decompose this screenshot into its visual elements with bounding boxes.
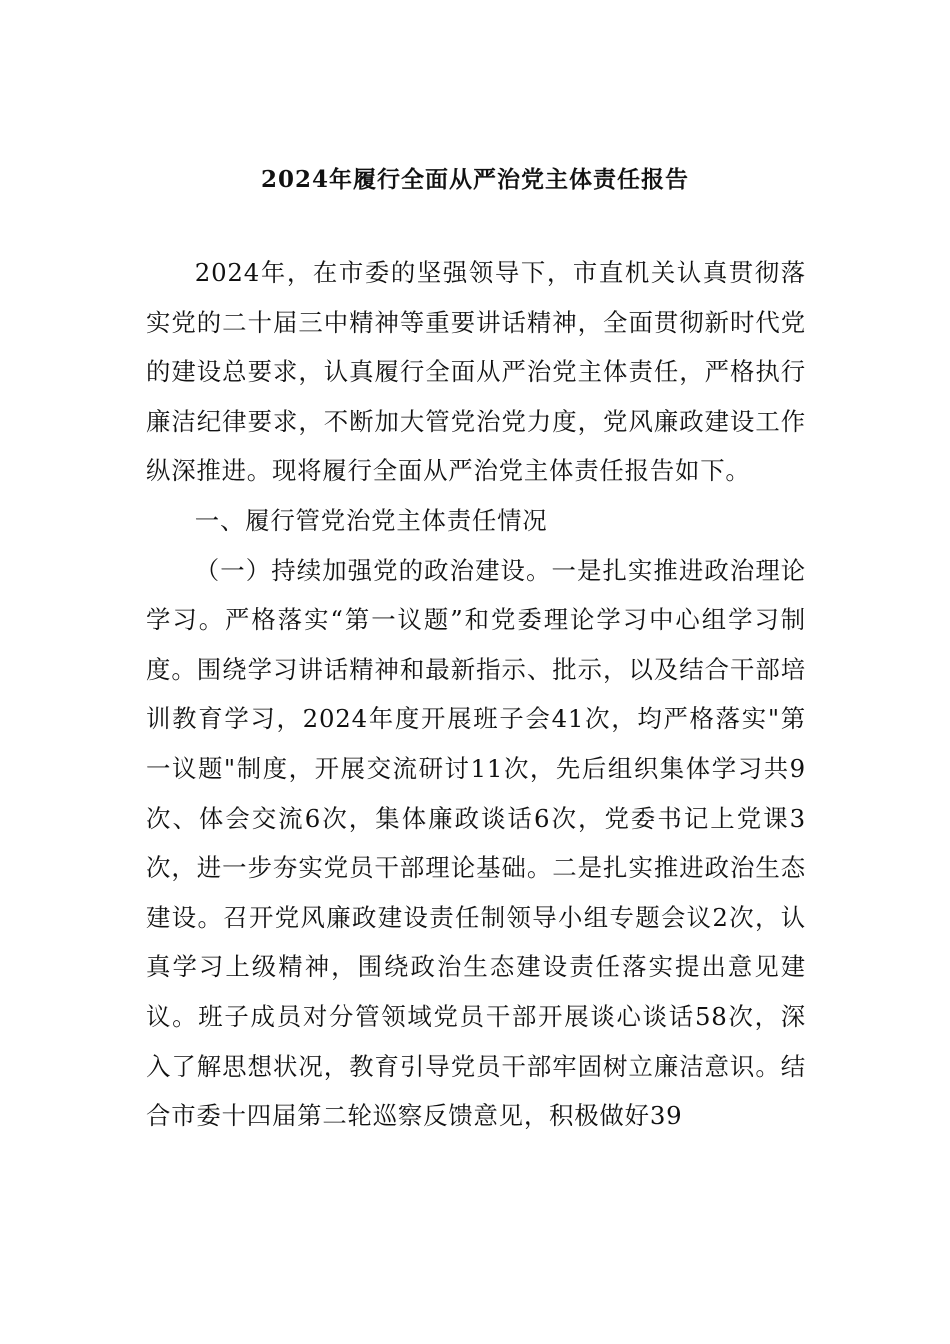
section-heading: 一、履行管党治党主体责任情况 (194, 505, 548, 535)
document-title: 2024年履行全面从严治党主体责任报告 (260, 166, 689, 193)
document-body (146, 248, 806, 1141)
body-paragraph: （一）持续加强党的政治建设。一是扎实推进政治理论学习。严格落实“第一议题”和党委理论学习中心组学习制度。围绕学习讲话精神和最新指示、批示，以及结合干部培训教育学习，2024年度开展班子会41次，均严格落实"第一议题"制度，开展交流研讨11次，先后组织集体学习共9次、体会交流6次，集体廉政谈话6次，党委书记上党课3次，进一步夯实党员干部理论基础。二是扎实推进政治生态建设。召开党风廉政建设责任制领导小组专题会议2次，认真学习上级精神，围绕政治生态建设责任落实提出意见建议。班子成员对分管领域党员干部开展谈心谈话58次，深入了解思想状况，教育引导党员干部牢固树立廉洁意识。结合市委十四届第二轮巡察反馈意见，积极做好39 (146, 555, 806, 1131)
intro-paragraph: 2024年，在市委的坚强领导下，市直机关认真贯彻落实党的二十届三中精神等重要讲话精神，全面贯彻新时代党的建设总要求，认真履行全面从严治党主体责任，严格执行廉洁纪律要求，不断加大管党治党力度，党风廉政建设工作纵深推进。现将履行全面从严治党主体责任报告如下。 (146, 258, 806, 486)
